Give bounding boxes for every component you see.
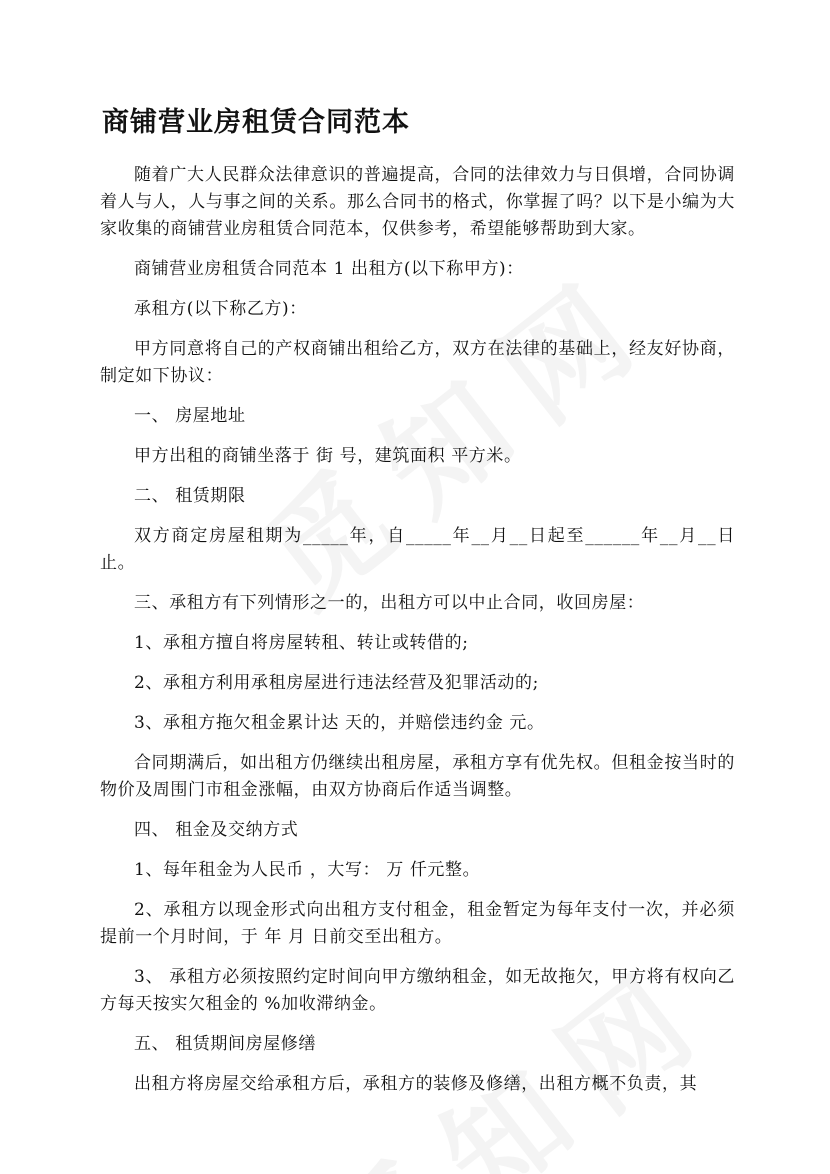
list-item-termination-1: 1、承租方擅自将房屋转租、转让或转借的;	[134, 633, 469, 653]
paragraph-intro: 随着广大人民群众法律意识的普遍提高，合同的法律效力与日俱增，合同协调着人与人，人与事之间的关系。那么合同书的格式，你掌握了吗？以下是小编为大家收集的商铺营业房租赁合同范本，仅供参考，希望能够帮助到大家。	[100, 165, 735, 239]
section-heading-termination: 三、承租方有下列情形之一的，出租方可以中止合同，收回房屋：	[134, 593, 645, 613]
paragraph-lessee: 承租方(以下称乙方)：	[134, 299, 307, 319]
list-item-rent-3: 3、 承租方必须按照约定时间向甲方缴纳租金，如无故拖欠，甲方将有权向乙方每天按实欠租金的 %加收滞纳金。	[100, 967, 735, 1014]
section-heading-address: 一、 房屋地址	[134, 406, 246, 426]
section-heading-rent: 四、 租金及交纳方式	[134, 820, 299, 840]
list-item-termination-2: 2、承租方利用承租房屋进行违法经营及犯罪活动的;	[134, 673, 539, 693]
list-item-termination-3: 3、承租方拖欠租金累计达 天的，并赔偿违约金 元。	[134, 713, 545, 733]
paragraph-renewal: 合同期满后，如出租方仍继续出租房屋，承租方享有优先权。但租金按当时的物价及周围门市租金涨幅，由双方协商后作适当调整。	[100, 753, 735, 800]
section-heading-term: 二、 租赁期限	[134, 486, 246, 506]
paragraph-lessor: 商铺营业房租赁合同范本 1 出租方(以下称甲方)：	[134, 259, 524, 279]
document-body	[100, 162, 735, 1111]
paragraph-agreement: 甲方同意将自己的产权商铺出租给乙方，双方在法律的基础上，经友好协商，制定如下协议：	[100, 339, 735, 386]
paragraph-term: 双方商定房屋租期为_____年，自_____年__月__日起至______年__月__日止。	[100, 526, 735, 573]
paragraph-address: 甲方出租的商铺坐落于 街 号，建筑面积 平方米。	[134, 446, 522, 466]
paragraph-repair: 出租方将房屋交给承租方后，承租方的装修及修缮，出租方概不负责，其	[134, 1074, 698, 1094]
list-item-rent-1: 1、每年租金为人民币 ，大写： 万 仟元整。	[134, 860, 481, 880]
section-heading-repair: 五、 租赁期间房屋修缮	[134, 1034, 317, 1054]
page-title: 商铺营业房租赁合同范本	[102, 107, 410, 138]
list-item-rent-2: 2、承租方以现金形式向出租方支付租金，租金暂定为每年支付一次，并必须提前一个月时间，于 年 月 日前交至出租方。	[100, 900, 735, 947]
